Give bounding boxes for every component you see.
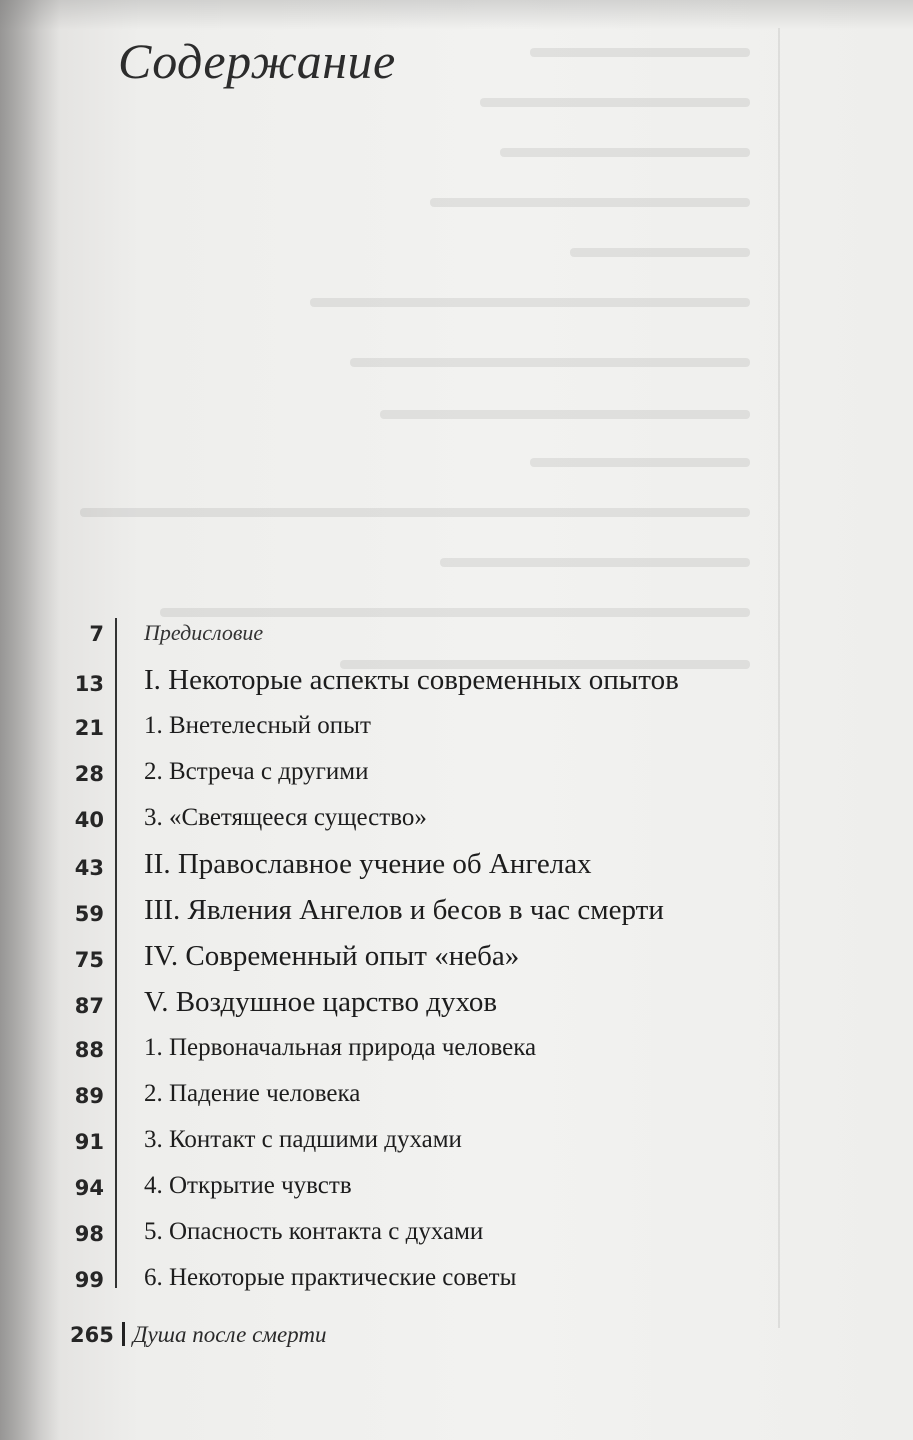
toc-page-number: 99 bbox=[74, 1268, 104, 1292]
top-shadow bbox=[0, 0, 913, 30]
toc-page-number: 40 bbox=[74, 808, 104, 832]
toc-page-number: 94 bbox=[74, 1176, 104, 1200]
toc-row bbox=[60, 1026, 880, 1072]
toc-row bbox=[60, 1118, 880, 1164]
toc-page-number: 91 bbox=[74, 1130, 104, 1154]
toc-entry-title: 3. Контакт с падшими духами bbox=[144, 1126, 462, 1153]
toc-page-number: 43 bbox=[74, 856, 104, 880]
toc-entry-title: 3. «Светящееся существо» bbox=[144, 804, 427, 831]
toc-row bbox=[60, 980, 880, 1026]
toc-page-number: 59 bbox=[74, 902, 104, 926]
toc-entry-title: 4. Открытие чувств bbox=[144, 1172, 352, 1199]
page-footer bbox=[70, 1322, 326, 1348]
toc-row bbox=[60, 750, 880, 796]
toc-row bbox=[60, 658, 880, 704]
toc-entry-title: V. Воздушное царство духов bbox=[144, 986, 498, 1018]
toc-entry-title: I. Некоторые аспекты современных опытов bbox=[144, 664, 679, 696]
toc-page-number: 28 bbox=[74, 762, 104, 786]
toc-entry-title: 6. Некоторые практические советы bbox=[144, 1264, 517, 1291]
toc-page-number: 7 bbox=[89, 622, 104, 646]
toc-page-number: 13 bbox=[74, 672, 104, 696]
toc-entry-title: 5. Опасность контакта с духами bbox=[144, 1218, 484, 1245]
toc-page-number: 87 bbox=[74, 994, 104, 1018]
toc-row bbox=[60, 888, 880, 934]
toc-row bbox=[60, 796, 880, 842]
toc-row bbox=[60, 1210, 880, 1256]
toc-row bbox=[60, 842, 880, 888]
toc-page-number: 88 bbox=[74, 1038, 104, 1062]
toc-page-number: 75 bbox=[74, 948, 104, 972]
footer-page-number: 265 bbox=[70, 1323, 114, 1347]
toc-row bbox=[60, 934, 880, 980]
toc-entry-title: III. Явления Ангелов и бесов в час смерти bbox=[144, 894, 664, 926]
toc-entry-title: IV. Современный опыт «неба» bbox=[144, 940, 520, 972]
footer-separator bbox=[122, 1322, 125, 1346]
toc-row bbox=[60, 612, 880, 658]
toc-entry-title: 2. Падение человека bbox=[144, 1080, 361, 1107]
toc-entry-title: Предисловие bbox=[144, 620, 264, 645]
toc-entry-title: 1. Внетелесный опыт bbox=[144, 712, 371, 739]
toc-entry-title: II. Православное учение об Ангелах bbox=[144, 848, 592, 880]
toc-row bbox=[60, 704, 880, 750]
page-title: Содержание bbox=[118, 33, 396, 89]
toc-page-number: 89 bbox=[74, 1084, 104, 1108]
toc-row bbox=[60, 1072, 880, 1118]
toc-row bbox=[60, 1256, 880, 1302]
toc-entry-title: 1. Первоначальная природа человека bbox=[144, 1034, 537, 1061]
toc-row bbox=[60, 1164, 880, 1210]
footer-book-title: Душа после смерти bbox=[132, 1322, 327, 1347]
toc-entry-title: 2. Встреча с другими bbox=[144, 758, 369, 785]
toc-page-number: 98 bbox=[74, 1222, 104, 1246]
toc-page-number: 21 bbox=[74, 716, 104, 740]
binding-shadow bbox=[0, 0, 60, 1440]
